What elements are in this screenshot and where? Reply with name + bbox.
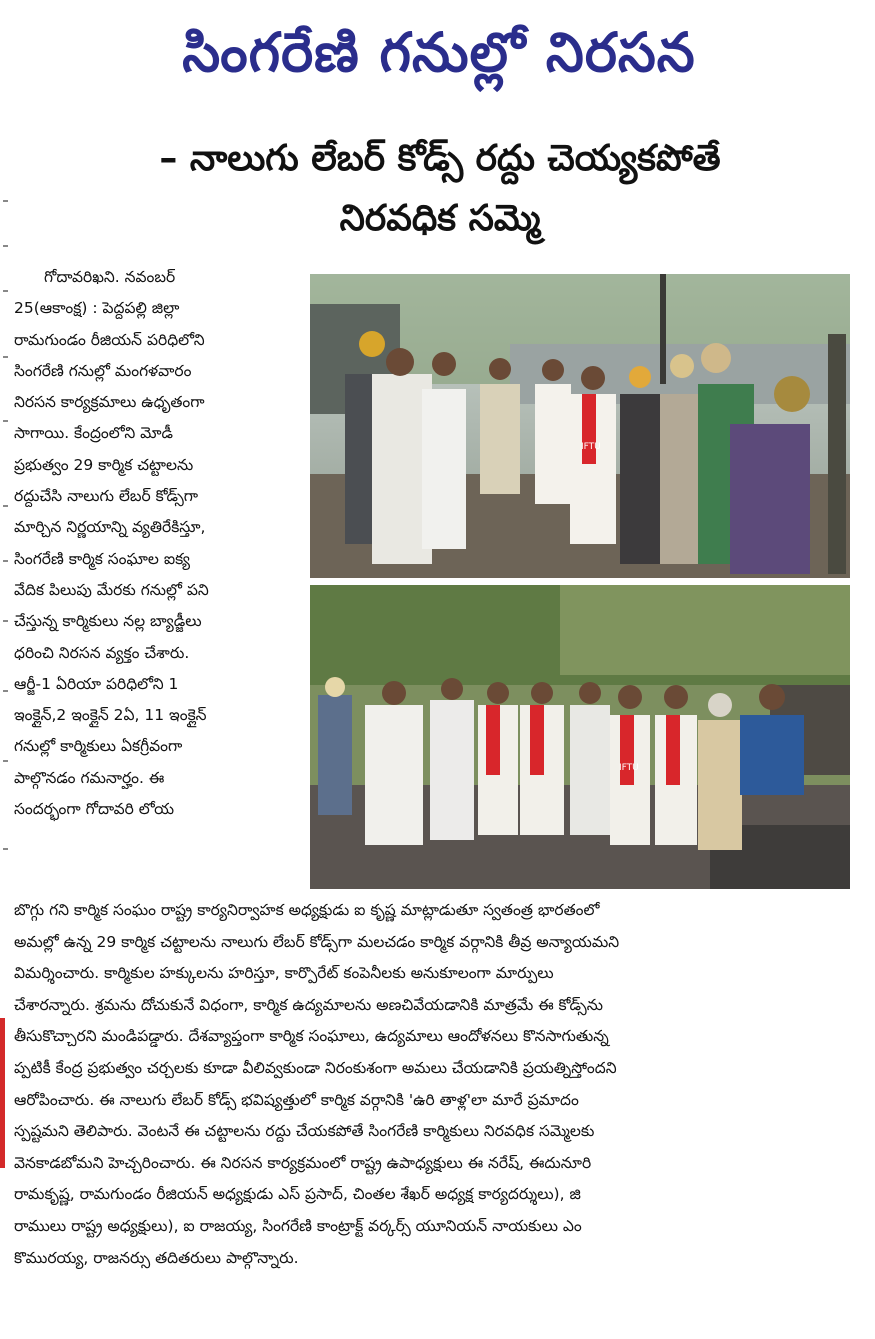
article-line: కొమురయ్య, రాజనర్సు తదితరులు పాల్గొన్నారు. [14,1248,299,1267]
article-line: పాల్గొనడం గమనార్హం. ఈ [14,768,165,787]
article-line: వేదిక పిలుపు మేరకు గనుల్లో పని [14,580,209,599]
article-line: రద్దుచేసి నాలుగు లేబర్ కోడ్స్‌గా [14,487,199,506]
article-line: సందర్భంగా గోదావరి లోయ [14,800,175,819]
article-line: చేస్తున్న కార్మికులు నల్ల బ్యాడ్జీలు [14,612,202,631]
article-line: రామగుండం రీజియన్ పరిధిలోని [14,330,205,349]
article-line: గనుల్లో కార్మికులు ఏకగ్రీవంగా [14,737,183,756]
article-line: స్పష్టమని తెలిపారు. వెంటనే ఈ చట్టాలను రద్దు చేయకపోతే సింగరేణి కార్మికులు నిరవధిక సమ్మెలకు [14,1122,595,1141]
article-line: బొగ్గు గని కార్మిక సంఘం రాష్ట్ర కార్యనిర్వాహక అధ్యక్షుడు ఐ కృష్ణ మాట్లాడుతూ స్వతంత్ర భారతంలో [14,901,600,919]
article-line: 25(ఆకాంక్ష) : పెద్దపల్లి జిల్లా [14,299,180,318]
article-line: సింగరేణి కార్మిక సంఘాల ఐక్య [14,549,191,568]
article-line: సాగాయి. కేంద్రంలోని మోడీ [14,424,174,443]
article-line: అమల్లో ఉన్న 29 కార్మిక చట్టాలను నాలుగు లేబర్ కోడ్స్‌గా మలచడం కార్మిక వర్గానికి తీవ్ర అన్యాయమని [14,932,620,951]
article-line: రామకృష్ణ, రామగుండం రీజియన్ అధ్యక్షుడు ఎస్ ప్రసాద్, చింతల శేఖర్ అధ్యక్ష కార్యదర్శులు), జి [14,1185,581,1204]
article-line: తీసుకొచ్చారని మండిపడ్డారు. దేశవ్యాప్తంగా కార్మిక సంఘాలు, ఉద్యమాలు ఆందోళనలు కొనసాగుతున్న [14,1027,609,1046]
subheadline-line-2: నిరవధిక సమ్మె [339,198,541,239]
article-line: వెనకాడబోమని హెచ్చరించారు. ఈ నిరసన కార్యక్రమంలో రాష్ట్ర ఉపాధ్యక్షులు ఈ నరేష్, ఈదునూరి [14,1153,592,1172]
article-line: ప్రభుత్వం 29 కార్మిక చట్టాలను [14,455,194,474]
protest-photo-bottom [310,585,850,889]
sash-label: IFTU [581,442,601,452]
article-line: ఆర్జీ-1 ఏరియా పరిధిలోని 1 [14,674,179,693]
article-line: చేశారన్నారు. శ్రమను దోచుకునే విధంగా, కార్మిక ఉద్యమాలను అణచివేయడానికి మాత్రమే ఈ కోడ్స్‌ను [14,995,603,1014]
article-line: గోదావరిఖని. నవంబర్ [44,268,176,286]
article-line: ప్పటికీ కేంద్ర ప్రభుత్వం చర్చలకు కూడా వీలివ్వకుండా నిరంకుశంగా అమలు చేయడానికి ప్రయత్నిస్తోందని [14,1058,617,1077]
page-edge-marks [0,0,14,1339]
article-line: మార్చిన నిర్ణయాన్ని వ్యతిరేకిస్తూ, [14,518,206,537]
article-line: రాములు రాష్ట్ర అధ్యక్షులు), ఐ రాజయ్య, సింగరేణి కాంట్రాక్ట్ వర్కర్స్ యూనియన్ నాయకులు ఎం [14,1216,582,1235]
red-edge-bar [0,1018,5,1168]
article-line: నిరసన కార్యక్రమాలు ఉధృతంగా [14,393,205,412]
article-line: విమర్శించారు. కార్మికుల హక్కులను హరిస్తూ, కార్పొరేట్ కంపెనీలకు అనుకూలంగా మార్పులు [14,964,554,983]
article-column [14,262,286,825]
sash-label: IFTU [619,763,639,773]
headline: సింగరేణి గనుల్లో నిరసన [182,21,696,84]
article-line: ధరించి నిరసన వ్యక్తం చేశారు. [14,643,190,662]
article-line: ఆరోపించారు. ఈ నాలుగు లేబర్ కోడ్స్ భవిష్యత్తులో కార్మిక వర్గానికి 'ఉరి తాళ్ల'లా మారే ప్రమాదం [14,1090,579,1109]
article-fullwidth [14,895,852,1274]
subheadline-line-1: – నాలుగు లేబర్ కోడ్స్ రద్దు చెయ్యకపోతే [159,138,721,179]
protest-photo-top [310,274,850,578]
article-line: ఇంక్లైన్,2 ఇంక్లైన్ 2ఏ, 11 ఇంక్లైన్ [14,706,207,725]
article-line: సింగరేణి గనుల్లో మంగళవారం [14,361,192,380]
